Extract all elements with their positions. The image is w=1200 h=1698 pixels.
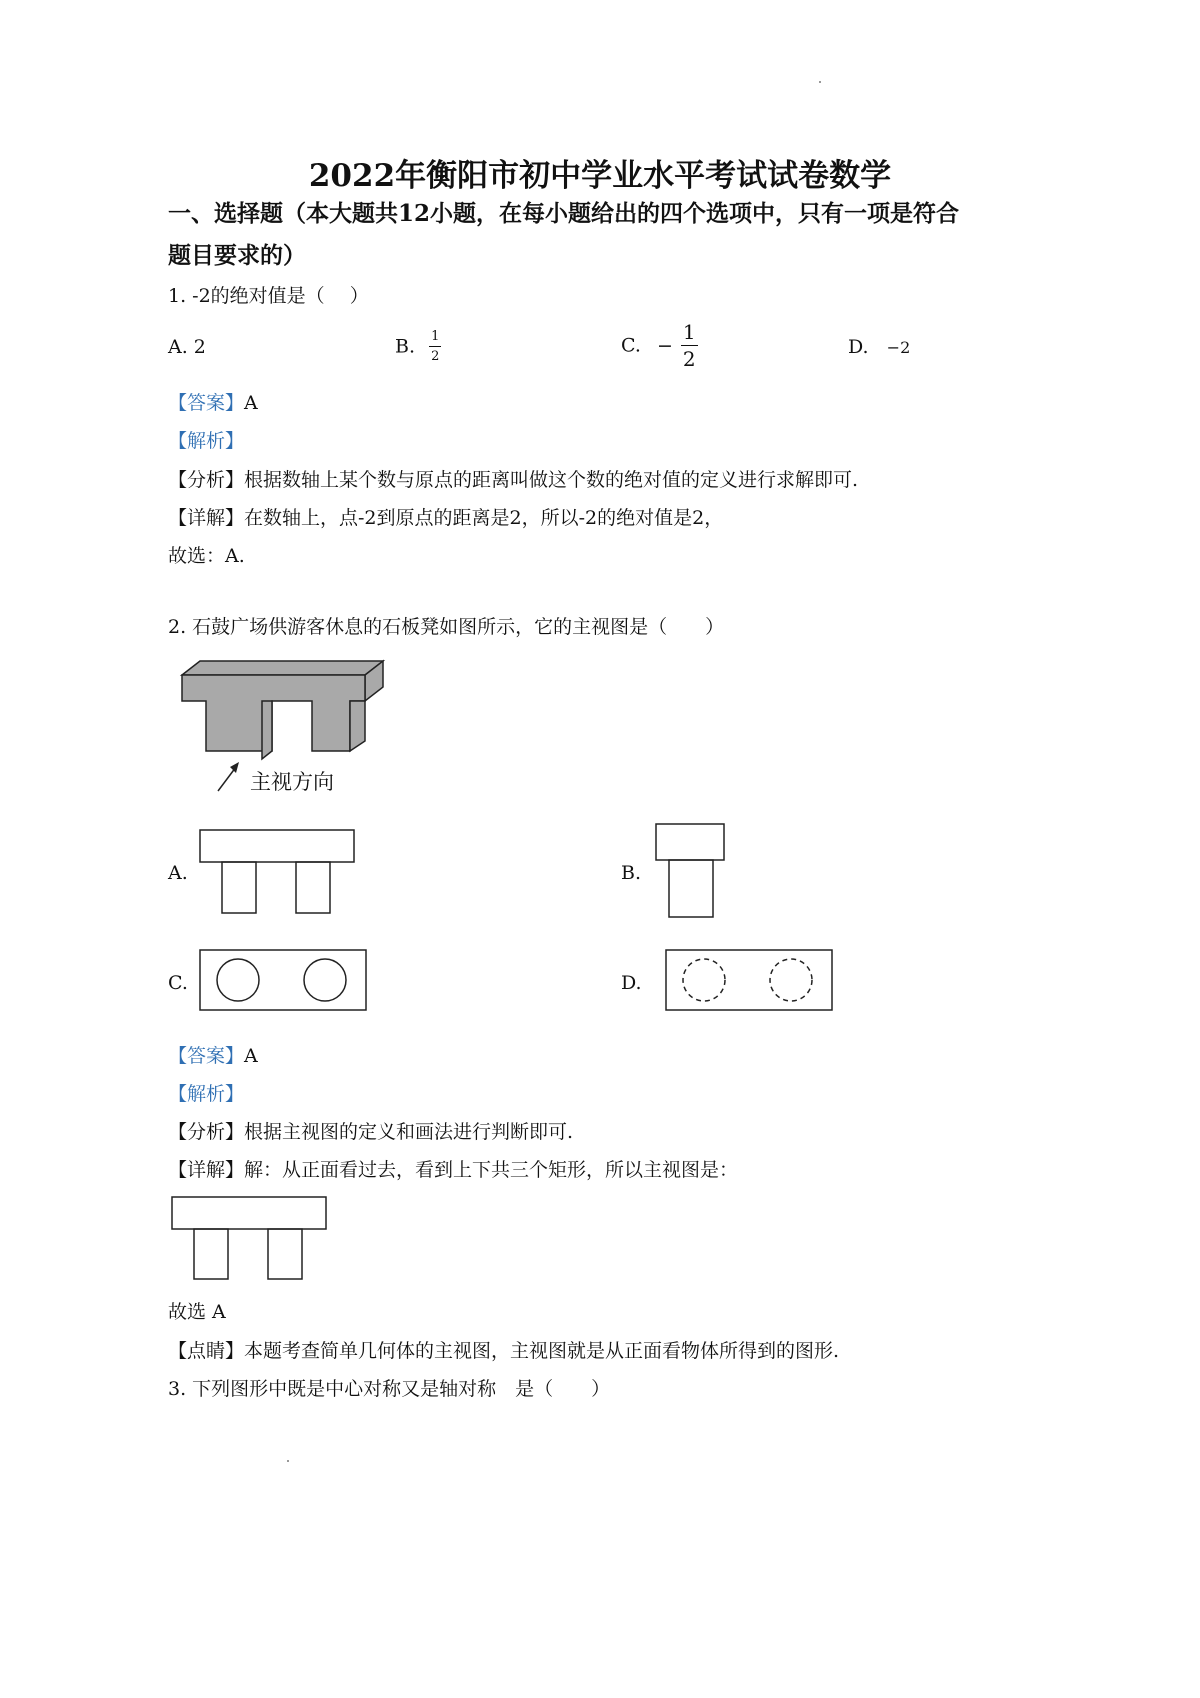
- bench-right-leg-side: [350, 701, 365, 751]
- q1-option-d: [848, 336, 910, 358]
- q1-option-c-sign: −: [656, 334, 673, 357]
- q2-answer: [168, 1041, 258, 1068]
- q1-option-b-label: B.: [395, 335, 416, 358]
- q2-fenxi: 【分析】根据主视图的定义和画法进行判断即可.: [168, 1121, 574, 1143]
- figure-caption: 主视方向: [250, 770, 334, 794]
- bottom-view-right-dashed-circle: [770, 959, 812, 1001]
- q1-answer: [168, 388, 258, 415]
- q1-fenxi: 【分析】根据数轴上某个数与原点的距离叫做这个数的绝对值的定义进行求解即可.: [168, 469, 859, 491]
- fraction-denominator: 2: [431, 349, 440, 364]
- q1-option-b: [395, 330, 441, 363]
- q1-xiangjie: 【详解】在数轴上，点-2到原点的距离是2，所以-2的绝对值是2，: [168, 507, 724, 529]
- scan-dot: [819, 81, 821, 83]
- q1-option-c-label: C.: [621, 334, 641, 357]
- page-title: 2022年衡阳市初中学业水平考试试卷数学: [308, 158, 892, 194]
- arrow-head: [230, 762, 239, 773]
- q2-option-b-figure: [654, 822, 728, 920]
- q2-option-c-label: C.: [168, 972, 188, 994]
- top-view-rect: [200, 950, 366, 1010]
- bottom-view-left-dashed-circle: [683, 959, 725, 1001]
- q1-option-d-value: −2: [886, 338, 911, 357]
- view-direction-arrow: [218, 767, 236, 791]
- section-heading-line1: 一、选择题（本大题共12小题，在每小题给出的四个选项中，只有一项是符合: [168, 200, 960, 227]
- front-view-left-leg: [222, 862, 256, 913]
- fraction-numerator: 1: [682, 320, 696, 344]
- solution-top-rect: [172, 1197, 326, 1229]
- top-view-left-circle: [217, 959, 259, 1001]
- q2-option-d-figure: [664, 948, 836, 1014]
- front-view-right-leg: [296, 862, 330, 913]
- q2-conclusion: 故选 A: [168, 1301, 226, 1323]
- q2-dianjing: 【点睛】本题考查简单几何体的主视图，主视图就是从正面看物体所得到的图形.: [168, 1340, 840, 1362]
- bench-left-leg-side: [262, 701, 272, 759]
- q3-stem: 3. 下列图形中既是中心对称又是轴对称 是（ ）: [168, 1378, 611, 1400]
- solution-right-leg: [268, 1229, 302, 1279]
- answer-tag: 【答案】: [168, 1045, 245, 1067]
- q2-stem: 2. 石鼓广场供游客休息的石板凳如图所示，它的主视图是（ ）: [168, 616, 725, 638]
- q2-solution-figure: [170, 1195, 330, 1283]
- answer-value: A: [244, 392, 258, 414]
- q2-option-d-label: D.: [621, 972, 642, 994]
- q1-option-d-label: D.: [848, 336, 869, 358]
- q1-analysis-tag: 【解析】: [168, 430, 245, 452]
- q2-option-a-label: A.: [168, 862, 188, 884]
- scan-dot: [287, 1460, 289, 1462]
- q1-option-c-fraction: [681, 322, 698, 369]
- section-heading-line2: 题目要求的）: [168, 242, 306, 269]
- q2-option-b-label: B.: [621, 862, 642, 884]
- side-view-leg: [669, 860, 713, 917]
- side-view-top-rect: [656, 824, 724, 860]
- answer-tag: 【答案】: [168, 392, 245, 414]
- q1-stem: 1. -2的绝对值是（ ）: [168, 285, 369, 307]
- bench-front-face: [182, 675, 365, 751]
- q1-option-c: [621, 322, 698, 369]
- bench-top-face: [182, 661, 383, 675]
- solution-left-leg: [194, 1229, 228, 1279]
- bottom-view-rect: [666, 950, 832, 1010]
- q2-option-c-figure: [198, 948, 370, 1014]
- q2-analysis-tag: 【解析】: [168, 1083, 245, 1105]
- q1-conclusion: 故选：A.: [168, 545, 245, 567]
- front-view-top-rect: [200, 830, 354, 862]
- fraction-denominator: 2: [682, 347, 696, 371]
- answer-value: A: [244, 1045, 258, 1067]
- fraction-numerator: 1: [429, 330, 441, 347]
- q2-option-a-figure: [198, 828, 358, 916]
- q1-option-a: A. 2: [168, 336, 206, 358]
- top-view-right-circle: [304, 959, 346, 1001]
- q2-xiangjie: 【详解】解：从正面看过去，看到上下共三个矩形，所以主视图是：: [168, 1159, 739, 1181]
- q1-option-b-fraction: [429, 330, 441, 363]
